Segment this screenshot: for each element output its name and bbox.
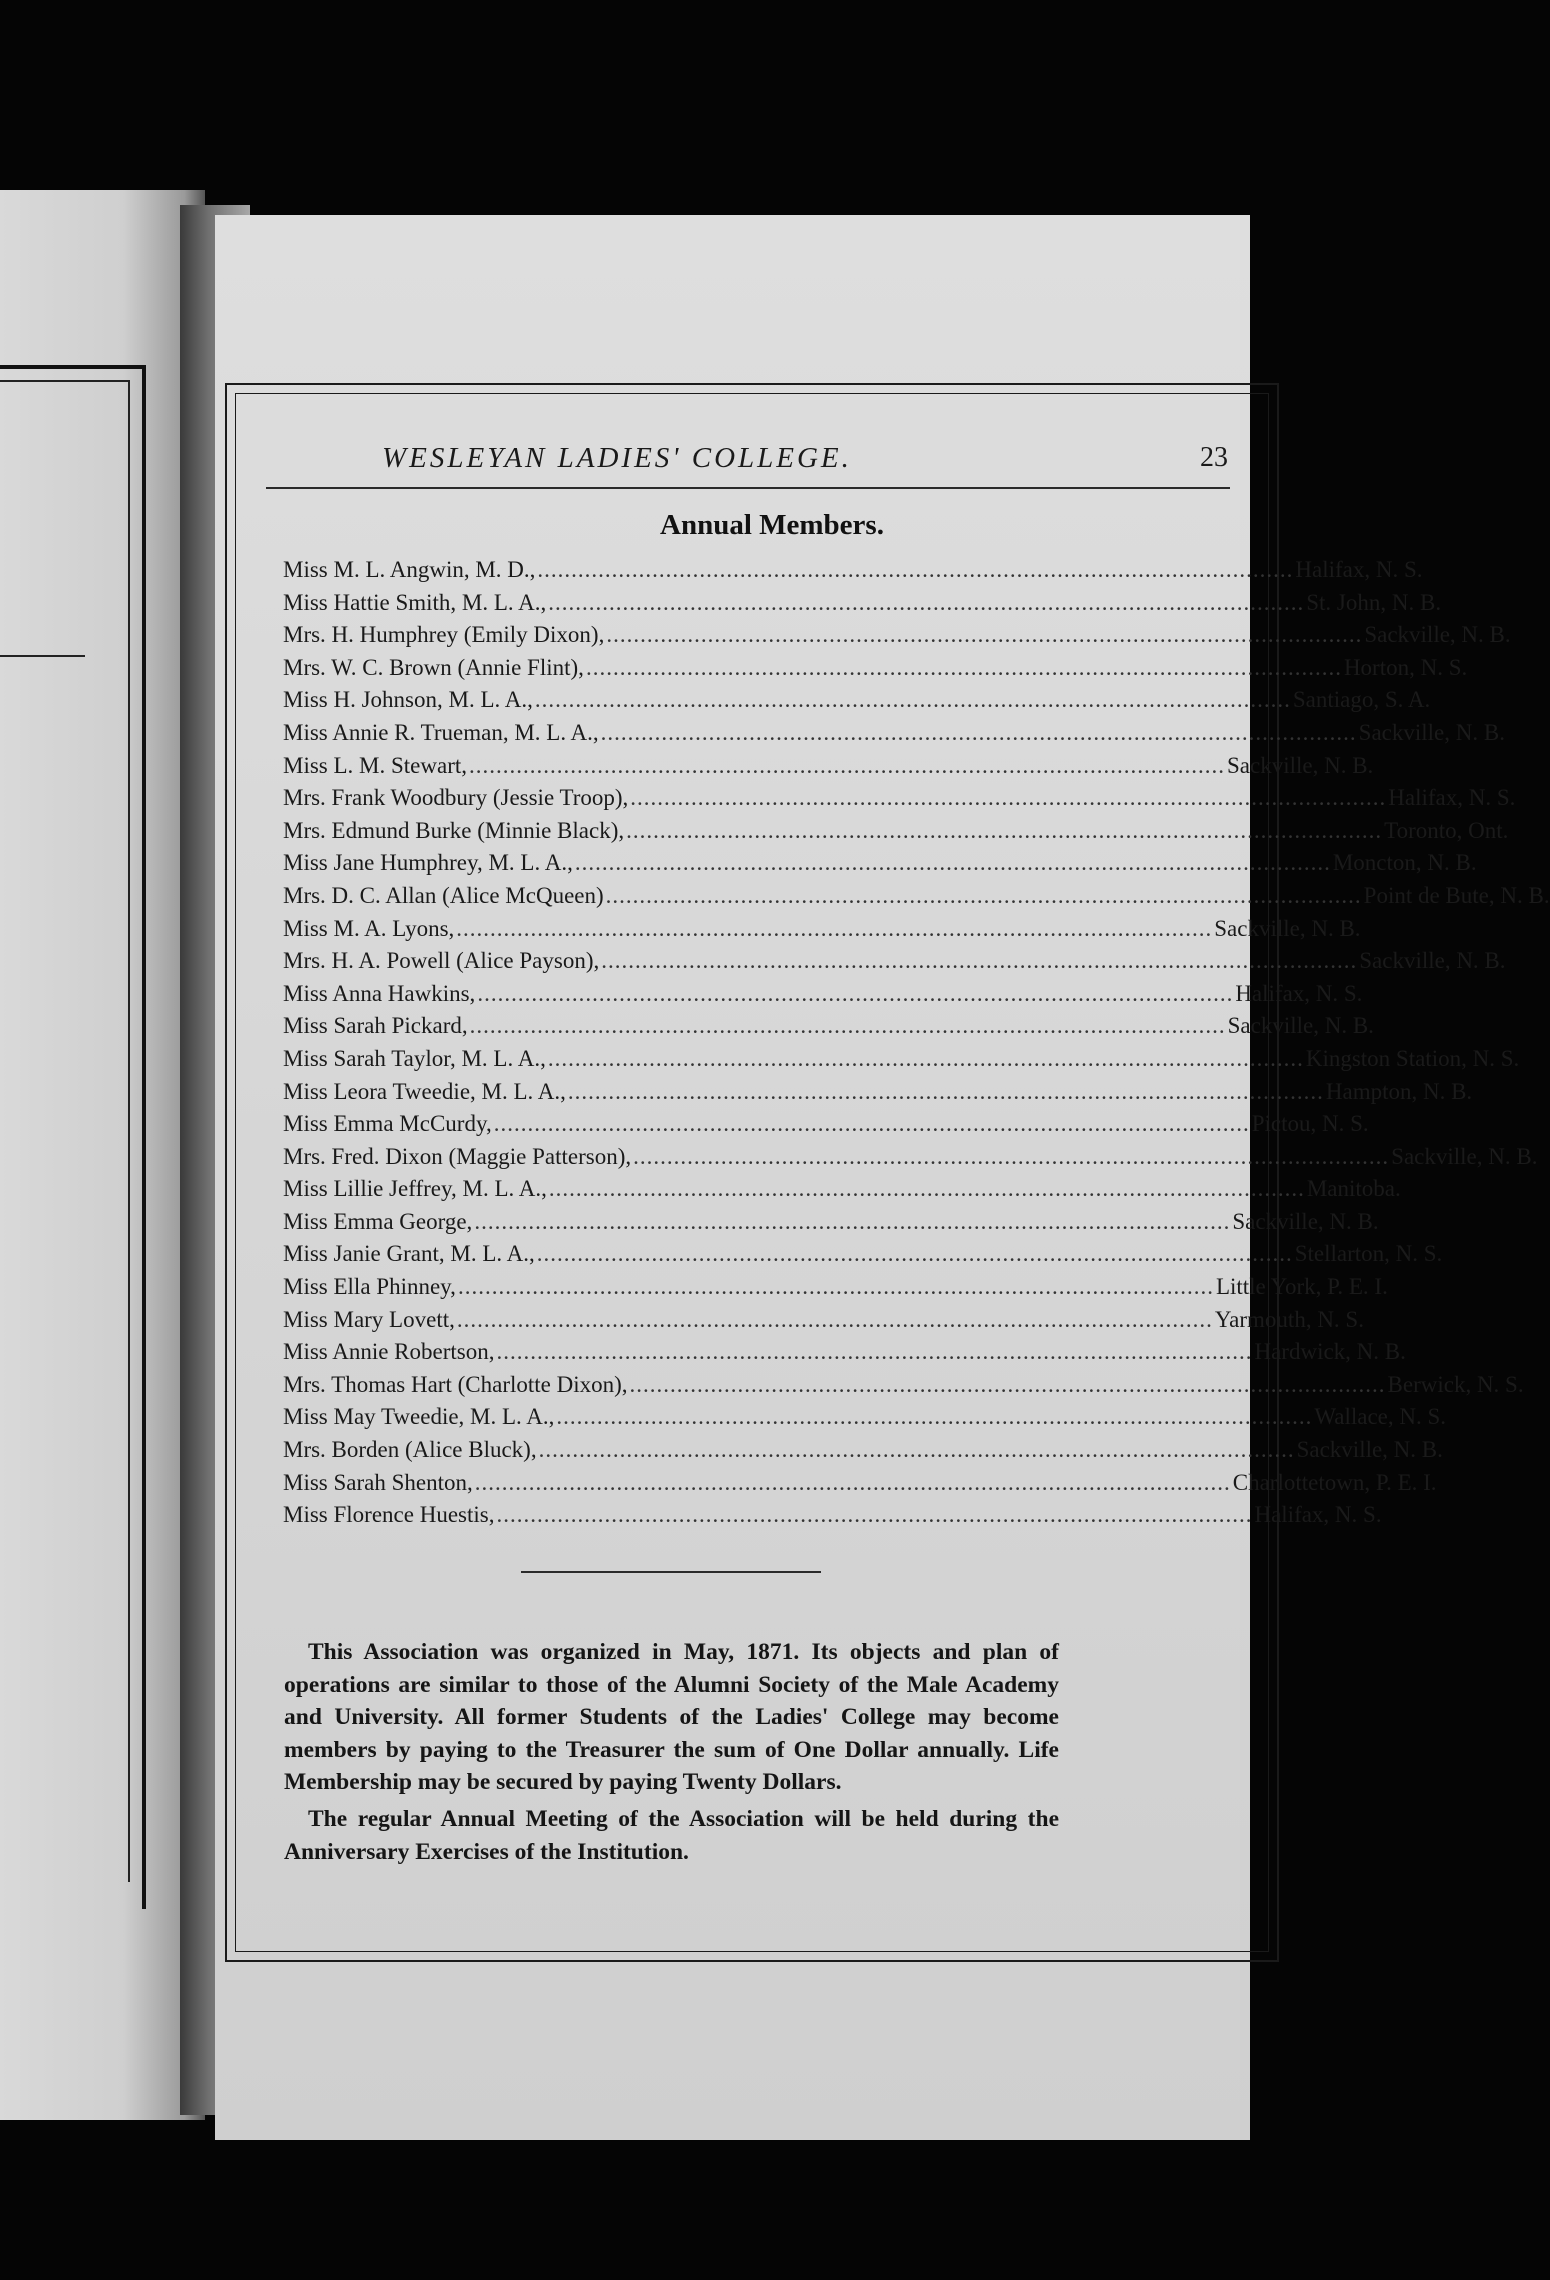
member-row	[283, 1271, 1388, 1304]
leader-dots: ................................................................................................................	[456, 1306, 1213, 1332]
leader-dots: ................................................................................................................	[626, 817, 1383, 843]
header-rule	[266, 487, 1230, 489]
member-place: Sackville, N. B.	[1358, 719, 1505, 745]
member-name: Miss May Tweedie, M. L. A.,	[283, 1404, 555, 1430]
member-place: Yarmouth, N. S.	[1214, 1306, 1364, 1332]
member-name: Miss L. M. Stewart,	[283, 752, 467, 778]
leader-dots: ................................................................................................................	[469, 1013, 1226, 1039]
leader-dots: ................................................................................................................	[574, 850, 1331, 876]
member-row	[283, 1173, 1401, 1206]
member-row	[283, 1304, 1364, 1337]
leader-dots: ................................................................................................................	[538, 1437, 1295, 1463]
leader-dots: ................................................................................................................	[606, 622, 1363, 648]
member-place: Sackville, N. B.	[1359, 948, 1506, 974]
leader-dots: ................................................................................................................	[474, 1469, 1231, 1495]
leader-dots: ................................................................................................................	[556, 1404, 1313, 1430]
leader-dots: ................................................................................................................	[493, 1111, 1250, 1137]
member-row	[283, 1010, 1374, 1043]
member-row	[283, 978, 1363, 1011]
member-name: Miss H. Johnson, M. L. A.,	[283, 687, 533, 713]
member-name: Miss Leora Tweedie, M. L. A.,	[283, 1078, 566, 1104]
member-place: Stellarton, N. S.	[1294, 1241, 1443, 1267]
member-name: Miss Mary Lovett,	[283, 1306, 455, 1332]
member-row	[283, 945, 1506, 978]
member-place: Sackville, N. B.	[1227, 752, 1374, 778]
member-row	[283, 1108, 1369, 1141]
member-row	[283, 1336, 1406, 1369]
leader-dots: ................................................................................................................	[601, 948, 1358, 974]
member-name: Miss Annie R. Trueman, M. L. A.,	[283, 719, 599, 745]
member-row	[283, 1467, 1437, 1500]
leader-dots: ................................................................................................................	[548, 589, 1305, 615]
member-place: Little York, P. E. I.	[1215, 1274, 1388, 1300]
member-place: Hampton, N. B.	[1325, 1078, 1473, 1104]
section-title: Annual Members.	[660, 509, 884, 541]
member-row	[283, 554, 1423, 587]
member-name: Mrs. H. A. Powell (Alice Payson),	[283, 948, 600, 974]
member-name: Miss Sarah Pickard,	[283, 1013, 468, 1039]
member-row	[283, 684, 1431, 717]
leader-dots: ................................................................................................................	[536, 1241, 1293, 1267]
member-name: Mrs. Frank Woodbury (Jessie Troop),	[283, 785, 629, 811]
leader-dots: ................................................................................................................	[534, 687, 1291, 713]
member-place: Sackville, N. B.	[1364, 622, 1511, 648]
leader-dots: ................................................................................................................	[496, 1339, 1253, 1365]
member-row	[283, 880, 1550, 913]
member-place: Sackville, N. B.	[1227, 1013, 1374, 1039]
leader-dots: ................................................................................................................	[600, 719, 1357, 745]
leader-dots: ................................................................................................................	[456, 915, 1213, 941]
leader-dots: ................................................................................................................	[548, 1176, 1305, 1202]
member-row	[283, 847, 1477, 880]
member-row	[283, 1141, 1538, 1174]
member-name: Mrs. H. Humphrey (Emily Dixon),	[283, 622, 605, 648]
member-row	[283, 1043, 1520, 1076]
member-name: Mrs. Borden (Alice Bluck),	[283, 1437, 537, 1463]
running-head	[236, 442, 1268, 482]
member-row	[283, 1401, 1447, 1434]
member-row	[283, 587, 1442, 620]
page-border-outer	[225, 383, 1550, 1962]
previous-page-inner-frame	[0, 380, 130, 1882]
page-number: 23	[1200, 442, 1228, 473]
member-place: Horton, N. S.	[1343, 654, 1468, 680]
member-place: Sackville, N. B.	[1232, 1208, 1379, 1234]
member-name: Miss Lillie Jeffrey, M. L. A.,	[283, 1176, 547, 1202]
leader-dots: ................................................................................................................	[457, 1274, 1214, 1300]
member-name: Mrs. Thomas Hart (Charlotte Dixon),	[283, 1371, 628, 1397]
member-row	[283, 1238, 1443, 1271]
member-name: Mrs. W. C. Brown (Annie Flint),	[283, 654, 584, 680]
member-place: Berwick, N. S.	[1387, 1371, 1524, 1397]
member-place: Toronto, Ont.	[1384, 817, 1509, 843]
member-place: Charlottetown, P. E. I.	[1232, 1469, 1437, 1495]
member-row	[283, 1369, 1524, 1402]
previous-page-rule	[0, 655, 85, 657]
member-row	[283, 913, 1361, 946]
meeting-paragraph: The regular Annual Meeting of the Association will be held during the Anniversary Exercises of the Institution.	[284, 1806, 1059, 1865]
member-place: Pictou, N. S.	[1251, 1111, 1369, 1137]
member-name: Miss Sarah Taylor, M. L. A.,	[283, 1045, 546, 1071]
member-place: Manitoba.	[1306, 1176, 1401, 1202]
document-page	[215, 215, 1550, 2140]
member-place: Kingston Station, N. S.	[1305, 1045, 1520, 1071]
member-name: Miss Jane Humphrey, M. L. A.,	[283, 850, 573, 876]
member-name: Miss Annie Robertson,	[283, 1339, 495, 1365]
leader-dots: ................................................................................................................	[474, 1208, 1231, 1234]
member-place: Halifax, N. S.	[1388, 785, 1516, 811]
leader-dots: ................................................................................................................	[477, 980, 1234, 1006]
leader-dots: ................................................................................................................	[496, 1502, 1253, 1528]
leader-dots: ................................................................................................................	[547, 1045, 1304, 1071]
member-row	[283, 782, 1516, 815]
member-name: Miss Hattie Smith, M. L. A.,	[283, 589, 547, 615]
member-name: Miss Ella Phinney,	[283, 1274, 456, 1300]
member-place: Hardwick, N. B.	[1254, 1339, 1406, 1365]
member-row	[283, 1499, 1382, 1532]
leader-dots: ................................................................................................................	[629, 1371, 1386, 1397]
member-name: Miss Florence Huestis,	[283, 1502, 495, 1528]
member-place: St. John, N. B.	[1306, 589, 1442, 615]
member-row	[283, 619, 1511, 652]
leader-dots: ................................................................................................................	[633, 1143, 1390, 1169]
running-title: WESLEYAN LADIES' COLLEGE.	[382, 442, 852, 474]
member-place: Sackville, N. B.	[1214, 915, 1361, 941]
member-row	[283, 717, 1505, 750]
leader-dots: ................................................................................................................	[585, 654, 1342, 680]
member-row	[283, 1206, 1379, 1239]
member-place: Moncton, N. B.	[1332, 850, 1477, 876]
association-paragraph: This Association was organized in May, 1871. Its objects and plan of operations are similar to those of the Alumni Society of the Male Academy and University. All former Students of the Ladies' College may become members by paying to the Treasurer the sum of One Dollar annually. Life Membership may be secured by paying Twenty Dollars.	[284, 1639, 1059, 1795]
member-name: Mrs. D. C. Allan (Alice McQueen)	[283, 882, 604, 908]
member-place: Sackville, N. B.	[1296, 1437, 1443, 1463]
member-name: Miss Sarah Shenton,	[283, 1469, 473, 1495]
member-place: Wallace, N. S.	[1314, 1404, 1447, 1430]
leader-dots: ................................................................................................................	[567, 1078, 1324, 1104]
member-row	[283, 750, 1374, 783]
member-row	[283, 815, 1509, 848]
leader-dots: ................................................................................................................	[630, 785, 1387, 811]
member-name: Miss M. A. Lyons,	[283, 915, 455, 941]
member-name: Miss Emma George,	[283, 1208, 473, 1234]
leader-dots: ................................................................................................................	[469, 752, 1225, 778]
leader-dots: ................................................................................................................	[537, 557, 1294, 582]
member-place: Sackville, N. B.	[1391, 1143, 1538, 1169]
leader-dots: ................................................................................................................	[605, 882, 1362, 908]
member-name: Mrs. Edmund Burke (Minnie Black),	[283, 817, 625, 843]
member-name: Mrs. Fred. Dixon (Maggie Patterson),	[283, 1143, 632, 1169]
member-name: Miss M. L. Angwin, M. D.,	[283, 557, 536, 582]
section-divider	[521, 1571, 821, 1573]
member-place: Halifax, N. S.	[1295, 557, 1423, 582]
member-place: Halifax, N. S.	[1235, 980, 1363, 1006]
member-name: Miss Janie Grant, M. L. A.,	[283, 1241, 535, 1267]
members-list	[283, 554, 1550, 1532]
page-border-inner	[235, 393, 1550, 1952]
member-name: Miss Emma McCurdy,	[283, 1111, 492, 1137]
member-place: Santiago, S. A.	[1292, 687, 1431, 713]
member-place: Halifax, N. S.	[1254, 1502, 1382, 1528]
previous-page-edge	[0, 190, 205, 2120]
member-row	[283, 652, 1468, 685]
member-row	[283, 1076, 1473, 1109]
member-row	[283, 1434, 1443, 1467]
member-place: Point de Bute, N. B.	[1363, 882, 1550, 908]
member-name: Miss Anna Hawkins,	[283, 980, 476, 1006]
